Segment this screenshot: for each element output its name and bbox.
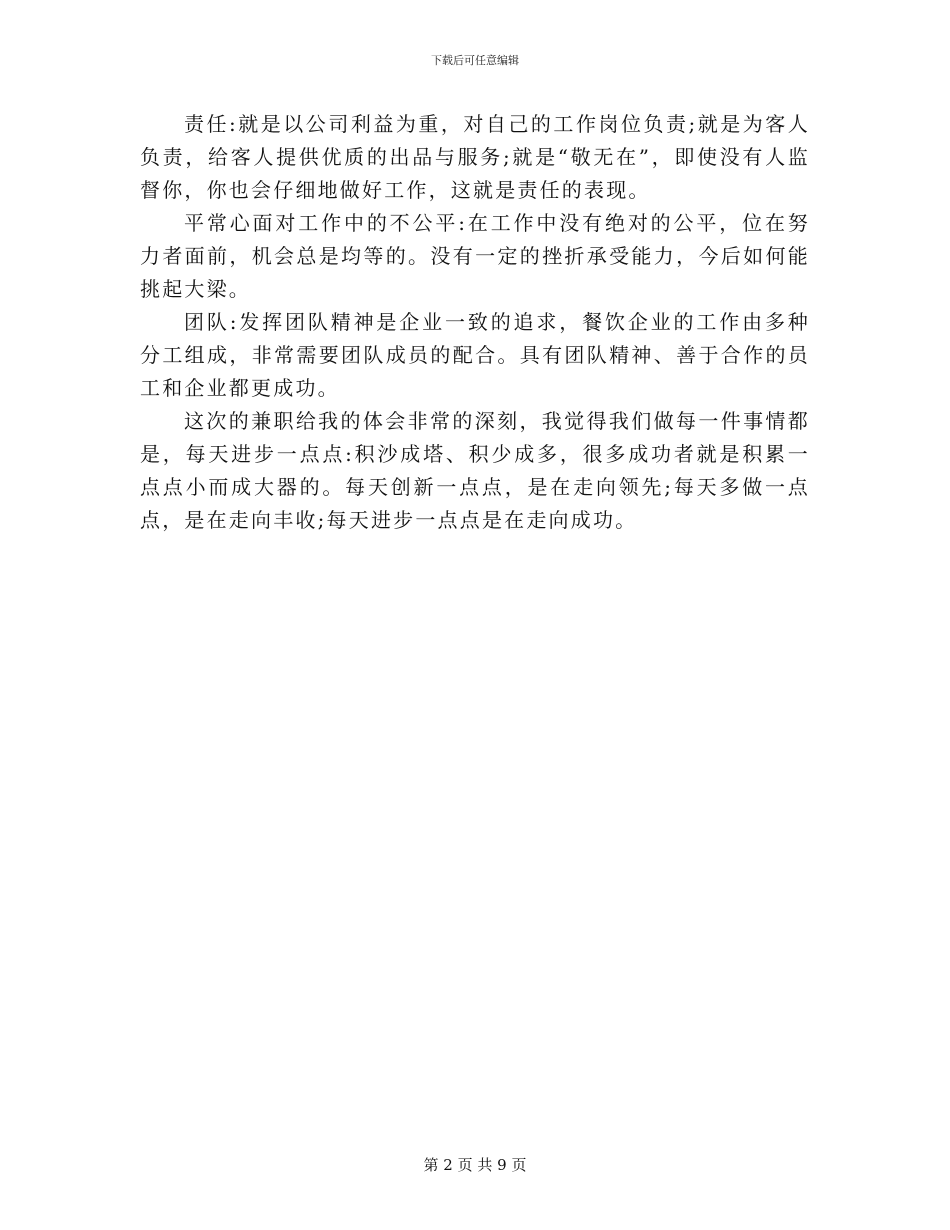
page-header: 下载后可任意编辑	[431, 54, 519, 67]
document-body	[140, 108, 810, 537]
paragraph-teamwork: 团队:发挥团队精神是企业一致的追求，餐饮企业的工作由多种分工组成，非常需要团队成员的配合。具有团队精神、善于合作的员工和企业都更成功。	[140, 310, 810, 400]
paragraph-reflection: 这次的兼职给我的体会非常的深刻，我觉得我们做每一件事情都是，每天进步一点点:积沙成塔、积少成多，很多成功者就是积累一点点小而成大器的。每天创新一点点，是在走向领先;每天多做一点点，是在走向丰收;每天进步一点点是在走向成功。	[140, 409, 810, 532]
paragraph-responsibility: 责任:就是以公司利益为重，对自己的工作岗位负责;就是为客人负责，给客人提供优质的出品与服务;就是“敬无在”，即使没有人监督你，你也会仔细地做好工作，这就是责任的表现。	[140, 112, 810, 202]
page-number-footer: 第 2 页 共 9 页	[423, 1156, 527, 1174]
paragraph-fairness: 平常心面对工作中的不公平:在工作中没有绝对的公平，位在努力者面前，机会总是均等的。没有一定的挫折承受能力，今后如何能挑起大梁。	[140, 211, 810, 301]
